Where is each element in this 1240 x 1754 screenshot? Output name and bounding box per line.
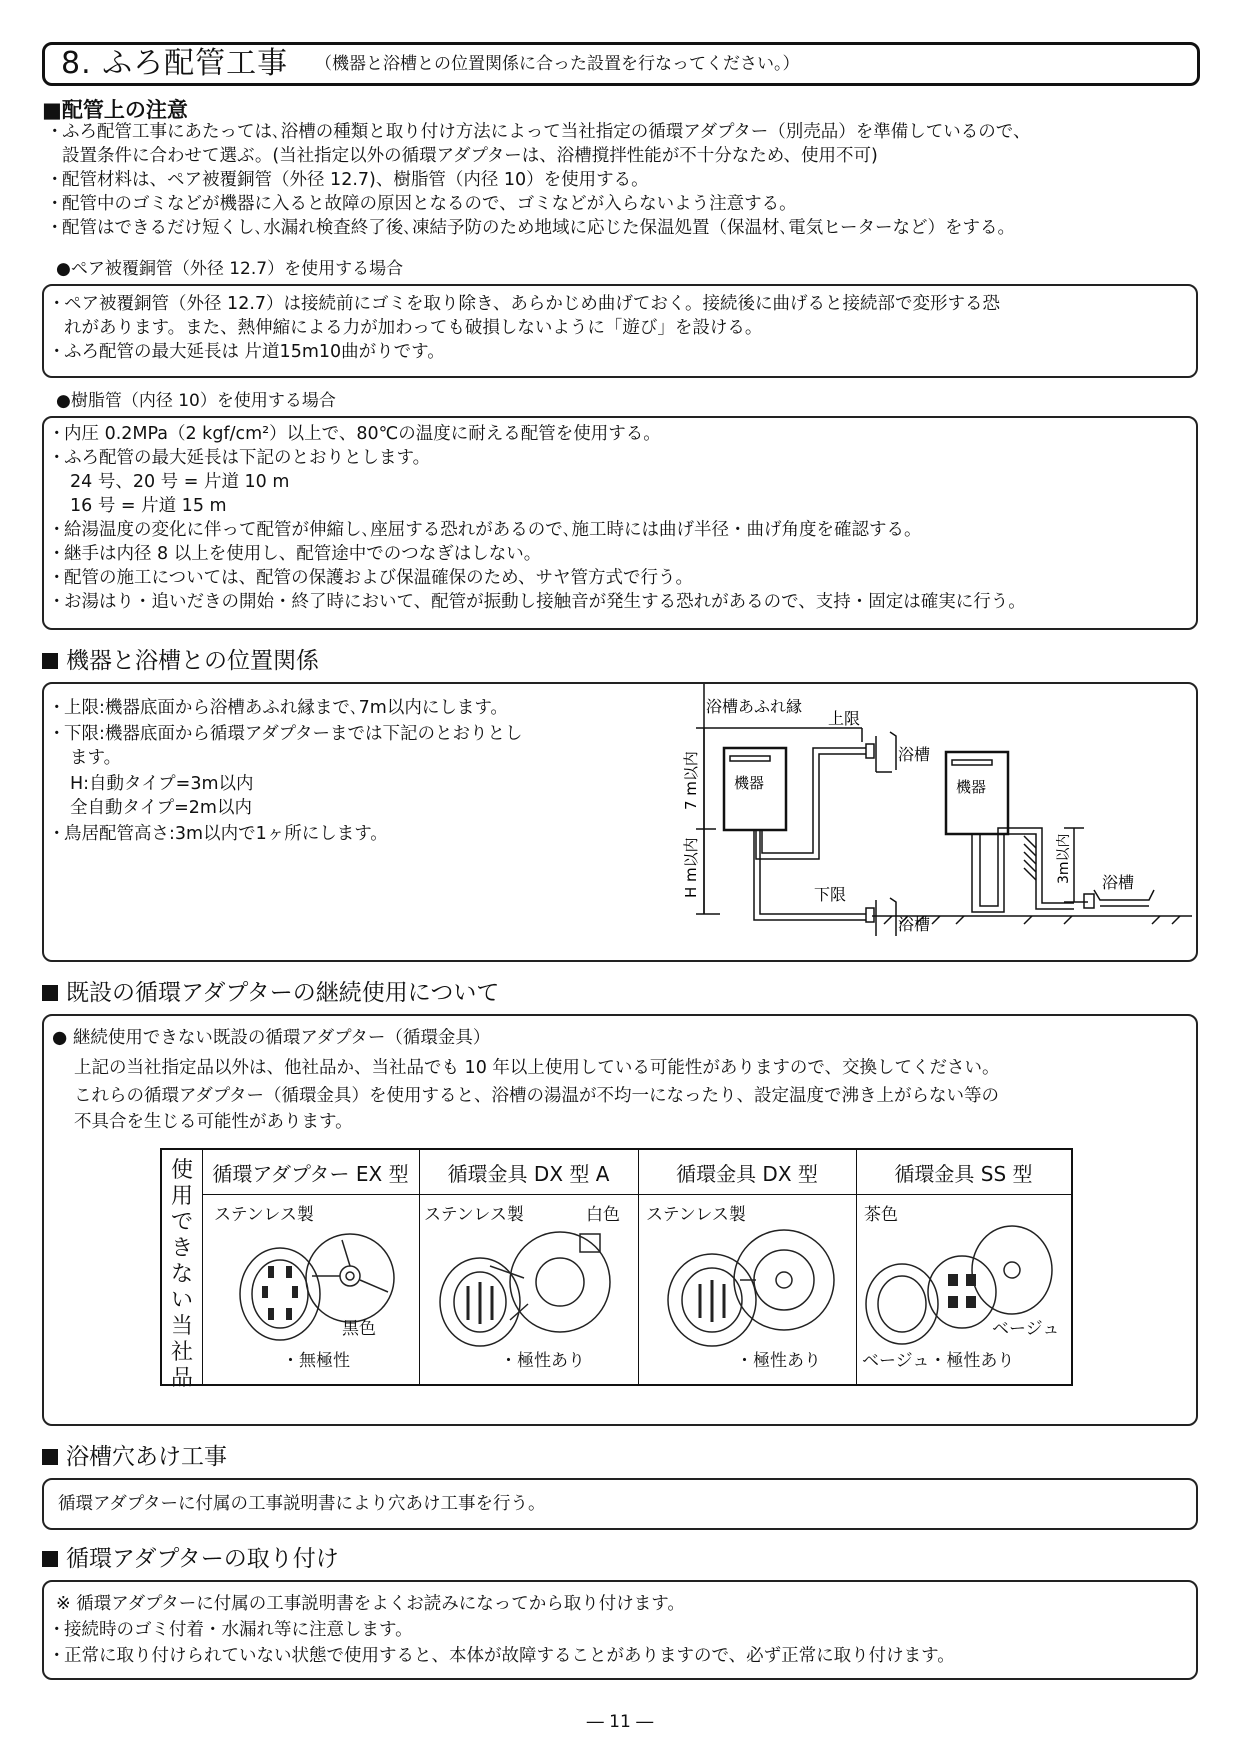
heading-square-icon [42,985,58,1001]
heading-square-icon [42,1551,58,1567]
section-subtitle: （機器と浴槽との位置関係に合った設置を行なってください。） [315,54,800,74]
resin-box [42,416,1198,630]
mount-heading: 循環アダプターの取り付け [42,1540,339,1573]
h-m-label: H m以内 [682,837,700,898]
resin-note-6: ・お湯はり・追いだきの開始・終了時において、配管が振動し接触音が発生する恐れがあるので、支持・固定は確実に行う。 [48,592,1026,612]
ss-color: ベージュ [992,1319,1060,1339]
dxa-adapter-illustration [430,1224,630,1350]
copper-heading: ●ペア被覆銅管（外径 12.7）を使用する場合 [56,259,404,279]
unit-label-2: 機器 [956,778,987,796]
ex-material: ステンレス製 [214,1205,314,1225]
existing-bullet: ● 継続使用できない既設の循環アダプター（循環金具） [52,1028,491,1048]
col-ex-header: 循環アダプター EX 型 [212,1162,409,1186]
col-ss-header: 循環金具 SS 型 [894,1162,1033,1186]
copper-note-2: ・ふろ配管の最大延長は 片道15m10曲がりです。 [48,342,445,362]
unusable-adapters-table [160,1148,1073,1391]
col-dx-header: 循環金具 DX 型 [676,1162,818,1186]
position-lower-limit: ・下限:機器底面から循環アダプターまでは下記のとおりとし [48,724,523,744]
table-side-label: 使用できない当社品 [170,1158,193,1391]
position-upper-limit: ・上限:機器底面から浴槽あふれ縁まで､7m以内にします。 [48,698,508,718]
position-box [42,682,1198,962]
dxa-polarity: ・極性あり [500,1351,585,1371]
heading-square-icon [42,653,58,669]
piping-note-1: ・ふろ配管工事にあたっては､浴槽の種類と取り付け方法によって当社指定の循環アダプター（別売品）を準備しているので、 [46,122,1031,142]
position-full-auto-type: 全自動タイプ=2m以内 [70,798,252,818]
dxa-color: 白色 [586,1205,620,1225]
installation-diagram [644,684,1194,956]
existing-para-2: これらの循環アダプター（循環金具）を使用すると、浴槽の湯温が不均一になったり、設定温度で沸き上がらない等の [74,1086,1000,1106]
piping-note-4: ・配管はできるだけ短くし､水漏れ検査終了後､凍結予防のため地域に応じた保温処置（保温材､電気ヒーターなど）をする。 [46,218,1016,238]
mount-box [42,1580,1198,1680]
resin-note-2: ・ふろ配管の最大延長は下記のとおりとします。 [48,448,431,468]
seven-m-label: 7 m以内 [682,751,700,810]
resin-length-24-20: 24 号、20 号 = 片道 10 m [70,472,290,492]
position-torii-height: ・鳥居配管高さ:3m以内で1ヶ所にします。 [48,824,388,844]
overflow-label: 浴槽あふれ縁 [706,697,803,716]
ex-polarity: ・無極性 [282,1351,350,1371]
unit-label-1: 機器 [734,774,765,792]
piping-note-2: ・配管材料は、ペア被覆銅管（外径 12.7)、樹脂管（内径 10）を使用する。 [46,170,649,190]
existing-heading: 既設の循環アダプターの継続使用について [42,974,499,1007]
lower-limit-label: 下限 [814,885,847,904]
piping-notes-heading: ■配管上の注意 [42,98,188,122]
dx-polarity: ・極性あり [736,1351,821,1371]
resin-heading: ●樹脂管（内径 10）を使用する場合 [56,391,336,411]
copper-note-1: ・ペア被覆銅管（外径 12.7）は接続前にゴミを取り除き、あらかじめ曲げておく。接続後に曲げると接続部で変形する恐 [48,294,1000,314]
ex-adapter-illustration [232,1226,412,1346]
existing-para-1: 上記の当社指定品以外は、他社品か、当社品でも 10 年以上使用している可能性がありますので、交換してください。 [74,1058,1000,1078]
dx-material: ステンレス製 [646,1205,746,1225]
dx-adapter-illustration [656,1226,852,1350]
mount-note: ※ 循環アダプターに付属の工事説明書をよくお読みになってから取り付けます。 [56,1594,685,1614]
page-number: ― 11 ― [586,1712,654,1732]
drill-heading: 浴槽穴あけ工事 [42,1438,227,1471]
piping-note-3: ・配管中のゴミなどが機器に入ると故障の原因となるので、ゴミなどが入らないよう注意する。 [46,194,797,214]
existing-para-3: 不具合を生じる可能性があります。 [74,1112,353,1132]
position-auto-type: H:自動タイプ=3m以内 [70,774,254,794]
bath-label-1: 浴槽 [898,745,931,764]
position-heading: 機器と浴槽との位置関係 [42,642,319,675]
upper-limit-label: 上限 [828,709,861,728]
position-lower-limit-cont: ます。 [70,748,122,768]
drill-text: 循環アダプターに付属の工事説明書により穴あけ工事を行う。 [58,1494,546,1514]
resin-note-3: ・給湯温度の変化に伴って配管が伸縮し､座屈する恐れがあるので､施工時には曲げ半径・曲げ角度を確認する。 [48,520,922,540]
copper-note-1-cont: れがあります。また、熱伸縮による力が加わっても破損しないように「遊び」を設ける。 [64,318,763,338]
bath-label-3: 浴槽 [1102,873,1135,892]
heading-square-icon [42,1449,58,1465]
section-title-box [42,42,1200,86]
ss-material: 茶色 [864,1205,898,1225]
piping-note-1-cont: 設置条件に合わせて選ぶ。(当社指定以外の循環アダプターは、浴槽撹拌性能が不十分なため、使用不可) [62,146,878,166]
mount-line-2: ・正常に取り付けられていない状態で使用すると、本体が故障することがありますので、必ず正常に取り付けます。 [48,1646,955,1666]
resin-note-1: ・内圧 0.2MPa（2 kgf/cm²）以上で、80℃の温度に耐える配管を使用する。 [48,424,661,444]
drill-box [42,1478,1198,1530]
ex-color: 黒色 [342,1319,376,1339]
resin-length-16: 16 号 = 片道 15 m [70,496,227,516]
dxa-material: ステンレス製 [424,1205,524,1225]
col-dxa-header: 循環金具 DX 型 A [447,1162,610,1186]
resin-note-5: ・配管の施工については、配管の保護および保温確保のため、サヤ管方式で行う。 [48,568,693,588]
mount-line-1: ・接続時のゴミ付着・水漏れ等に注意します。 [48,1620,413,1640]
three-m-label: 3m以内 [1056,833,1072,884]
ss-polarity: ベージュ・極性あり [862,1351,1015,1371]
bath-label-2: 浴槽 [898,915,931,934]
resin-note-4: ・継手は内径 8 以上を使用し、配管途中でのつなぎはしない。 [48,544,542,564]
copper-box [42,284,1198,378]
section-title: 8. ふろ配管工事 [61,46,289,81]
